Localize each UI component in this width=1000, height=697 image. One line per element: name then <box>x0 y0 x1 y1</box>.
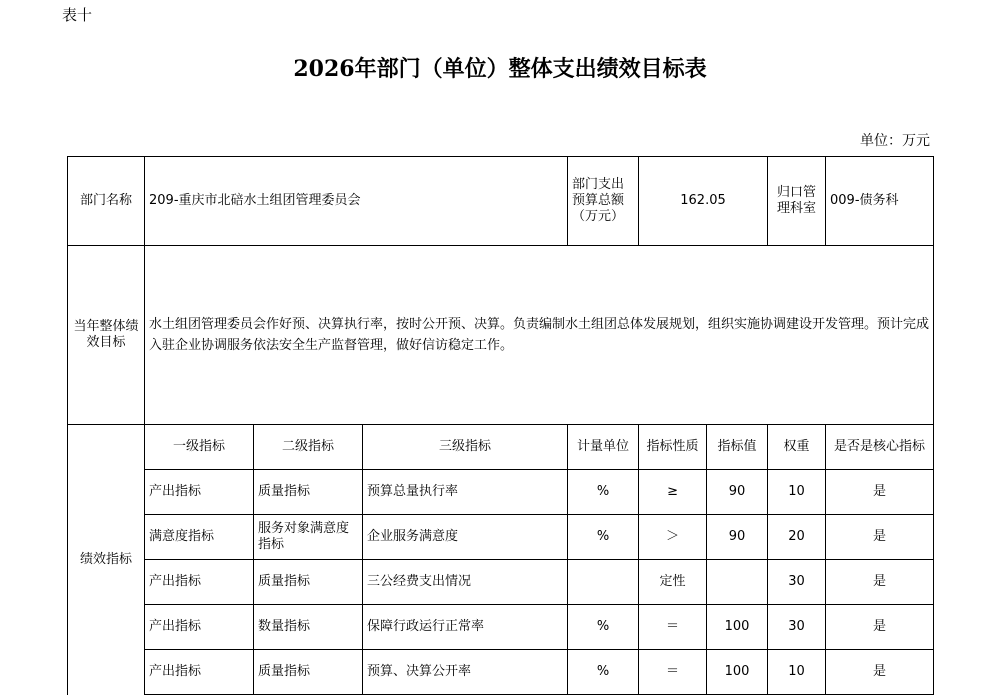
level3-indicator: 预算、决算公开率 <box>363 650 568 695</box>
unit-cell: % <box>568 470 639 515</box>
level2-indicator: 质量指标 <box>254 560 363 605</box>
office-label: 归口管理科室 <box>768 157 826 246</box>
col-header: 一级指标 <box>145 425 254 470</box>
weight-cell: 30 <box>768 560 826 605</box>
table-number: 表十 <box>62 6 93 24</box>
goal-row <box>68 246 934 425</box>
nature-cell: ≥ <box>639 470 707 515</box>
unit-cell: % <box>568 605 639 650</box>
value-cell: 90 <box>707 470 768 515</box>
page-title: 2026年部门（单位）整体支出绩效目标表 <box>293 56 707 82</box>
weight-cell: 30 <box>768 605 826 650</box>
table-row <box>68 605 934 650</box>
dept-name-value: 209-重庆市北碚水土组团管理委员会 <box>145 157 568 246</box>
core-cell: 是 <box>826 515 934 560</box>
table-row <box>68 515 934 560</box>
office-value: 009-债务科 <box>826 157 934 246</box>
level3-indicator: 预算总量执行率 <box>363 470 568 515</box>
nature-cell: 定性 <box>639 560 707 605</box>
table-row <box>68 560 934 605</box>
budget-value: 162.05 <box>639 157 768 246</box>
unit-cell: % <box>568 515 639 560</box>
value-cell: 100 <box>707 605 768 650</box>
value-cell <box>707 560 768 605</box>
performance-goal-table <box>67 156 934 695</box>
value-cell: 100 <box>707 650 768 695</box>
core-cell: 是 <box>826 470 934 515</box>
level1-indicator: 产出指标 <box>145 605 254 650</box>
dept-name-label: 部门名称 <box>68 157 145 246</box>
nature-cell: ＝ <box>639 650 707 695</box>
weight-cell: 10 <box>768 650 826 695</box>
unit-cell: % <box>568 650 639 695</box>
col-header: 是否是核心指标 <box>826 425 934 470</box>
nature-cell: ＝ <box>639 605 707 650</box>
indicator-section-label: 绩效指标 <box>68 425 145 695</box>
nature-cell: ＞ <box>639 515 707 560</box>
value-cell: 90 <box>707 515 768 560</box>
weight-cell: 10 <box>768 470 826 515</box>
budget-label: 部门支出预算总额（万元） <box>568 157 639 246</box>
table-row <box>68 470 934 515</box>
level3-indicator: 三公经费支出情况 <box>363 560 568 605</box>
unit-label: 单位：万元 <box>860 133 930 149</box>
level3-indicator: 保障行政运行正常率 <box>363 605 568 650</box>
level2-indicator: 服务对象满意度指标 <box>254 515 363 560</box>
indicator-header-row <box>68 425 934 470</box>
col-header: 指标性质 <box>639 425 707 470</box>
core-cell: 是 <box>826 560 934 605</box>
level2-indicator: 质量指标 <box>254 470 363 515</box>
level3-indicator: 企业服务满意度 <box>363 515 568 560</box>
table-row <box>68 650 934 695</box>
goal-label: 当年整体绩效目标 <box>68 246 145 425</box>
dept-info-row <box>68 157 934 246</box>
level2-indicator: 质量指标 <box>254 650 363 695</box>
core-cell: 是 <box>826 605 934 650</box>
col-header: 计量单位 <box>568 425 639 470</box>
col-header: 三级指标 <box>363 425 568 470</box>
level1-indicator: 产出指标 <box>145 560 254 605</box>
goal-text: 水土组团管理委员会作好预、决算执行率，按时公开预、决算。负责编制水土组团总体发展规划，组织实施协调建设开发管理。预计完成入驻企业协调服务依法安全生产监督管理，做好信访稳定工作。 <box>145 246 934 425</box>
level1-indicator: 满意度指标 <box>145 515 254 560</box>
unit-cell <box>568 560 639 605</box>
col-header: 指标值 <box>707 425 768 470</box>
level2-indicator: 数量指标 <box>254 605 363 650</box>
level1-indicator: 产出指标 <box>145 470 254 515</box>
level1-indicator: 产出指标 <box>145 650 254 695</box>
col-header: 权重 <box>768 425 826 470</box>
weight-cell: 20 <box>768 515 826 560</box>
core-cell: 是 <box>826 650 934 695</box>
col-header: 二级指标 <box>254 425 363 470</box>
